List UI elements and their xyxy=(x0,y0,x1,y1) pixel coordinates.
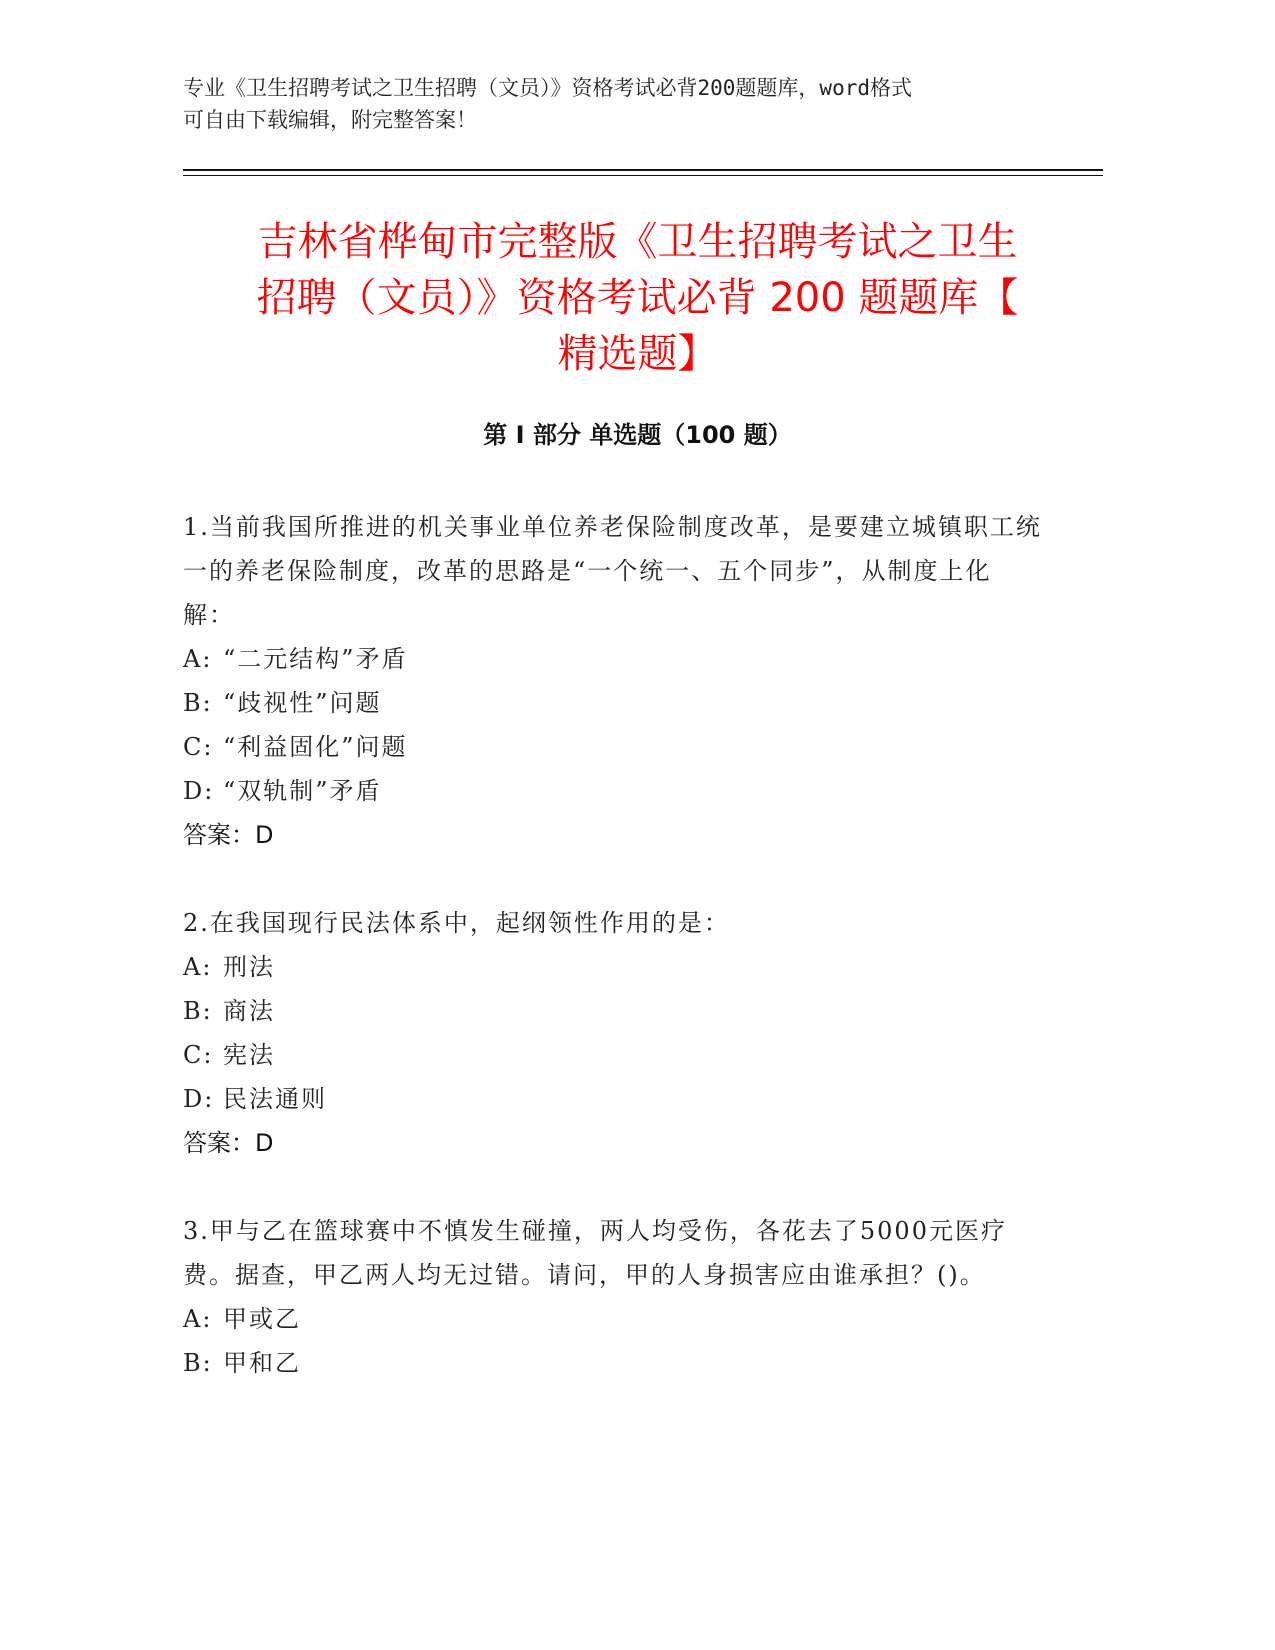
answer-line: 答案：D xyxy=(183,821,274,849)
option-text: 民法通则 xyxy=(223,1085,327,1113)
option-key: B: xyxy=(183,1349,213,1377)
document-title-line-1: 吉林省桦甸市完整版《卫生招聘考试之卫生 xyxy=(257,219,1018,265)
option-b xyxy=(183,989,1043,1033)
document-title-line-2: 招聘（文员）》资格考试必背 200 题题库【 xyxy=(256,275,1019,321)
question-list xyxy=(183,505,1043,1429)
option-c xyxy=(183,725,1043,769)
header-note-line-2: 可自由下载编辑，附完整答案！ xyxy=(183,108,477,132)
option-key: D: xyxy=(183,1085,215,1113)
option-text: 商法 xyxy=(223,997,275,1025)
question-text: 2.在我国现行民法体系中，起纲领性作用的是： xyxy=(183,909,730,937)
option-text: “双轨制”矛盾 xyxy=(223,777,382,805)
option-text: 刑法 xyxy=(223,953,275,981)
option-key: A: xyxy=(183,645,213,673)
option-key: C: xyxy=(183,1041,214,1069)
option-key: A: xyxy=(183,1305,213,1333)
question-2 xyxy=(183,901,1043,1165)
answer-line: 答案：D xyxy=(183,1129,274,1157)
section-heading: 第 I 部分 单选题（100 题） xyxy=(483,421,792,449)
option-c xyxy=(183,1033,1043,1077)
option-d xyxy=(183,769,1043,813)
option-a xyxy=(183,1297,1043,1341)
option-key: D: xyxy=(183,777,215,805)
option-text: 甲和乙 xyxy=(223,1349,301,1377)
question-text: 3.甲与乙在篮球赛中不慎发生碰撞，两人均受伤，各花去了5000元医疗费。据查，甲乙两人均无过错。请问，甲的人身损害应由谁承担？()。 xyxy=(183,1217,1007,1289)
option-d xyxy=(183,1077,1043,1121)
header-note-line-1: 专业《卫生招聘考试之卫生招聘（文员）》资格考试必背200题题库，word格式 xyxy=(183,76,912,100)
header-divider-thin xyxy=(183,175,1103,176)
option-text: 宪法 xyxy=(223,1041,275,1069)
option-text: “二元结构”矛盾 xyxy=(223,645,408,673)
option-key: C: xyxy=(183,733,214,761)
document-title xyxy=(150,214,1125,382)
option-b xyxy=(183,1341,1043,1385)
header-divider-thick xyxy=(183,169,1103,171)
question-1 xyxy=(183,505,1043,857)
option-key: B: xyxy=(183,689,213,717)
option-a xyxy=(183,637,1043,681)
question-text: 1.当前我国所推进的机关事业单位养老保险制度改革，是要建立城镇职工统一的养老保险制度，改革的思路是“一个统一、五个同步”，从制度上化解： xyxy=(183,513,1042,629)
option-key: B: xyxy=(183,997,213,1025)
option-b xyxy=(183,681,1043,725)
option-a xyxy=(183,945,1043,989)
header-note xyxy=(183,72,1063,136)
document-title-line-3: 精选题】 xyxy=(557,331,718,377)
option-key: A: xyxy=(183,953,213,981)
question-3 xyxy=(183,1209,1043,1385)
option-text: 甲或乙 xyxy=(223,1305,301,1333)
option-text: “利益固化”问题 xyxy=(223,733,408,761)
option-text: “歧视性”问题 xyxy=(223,689,382,717)
